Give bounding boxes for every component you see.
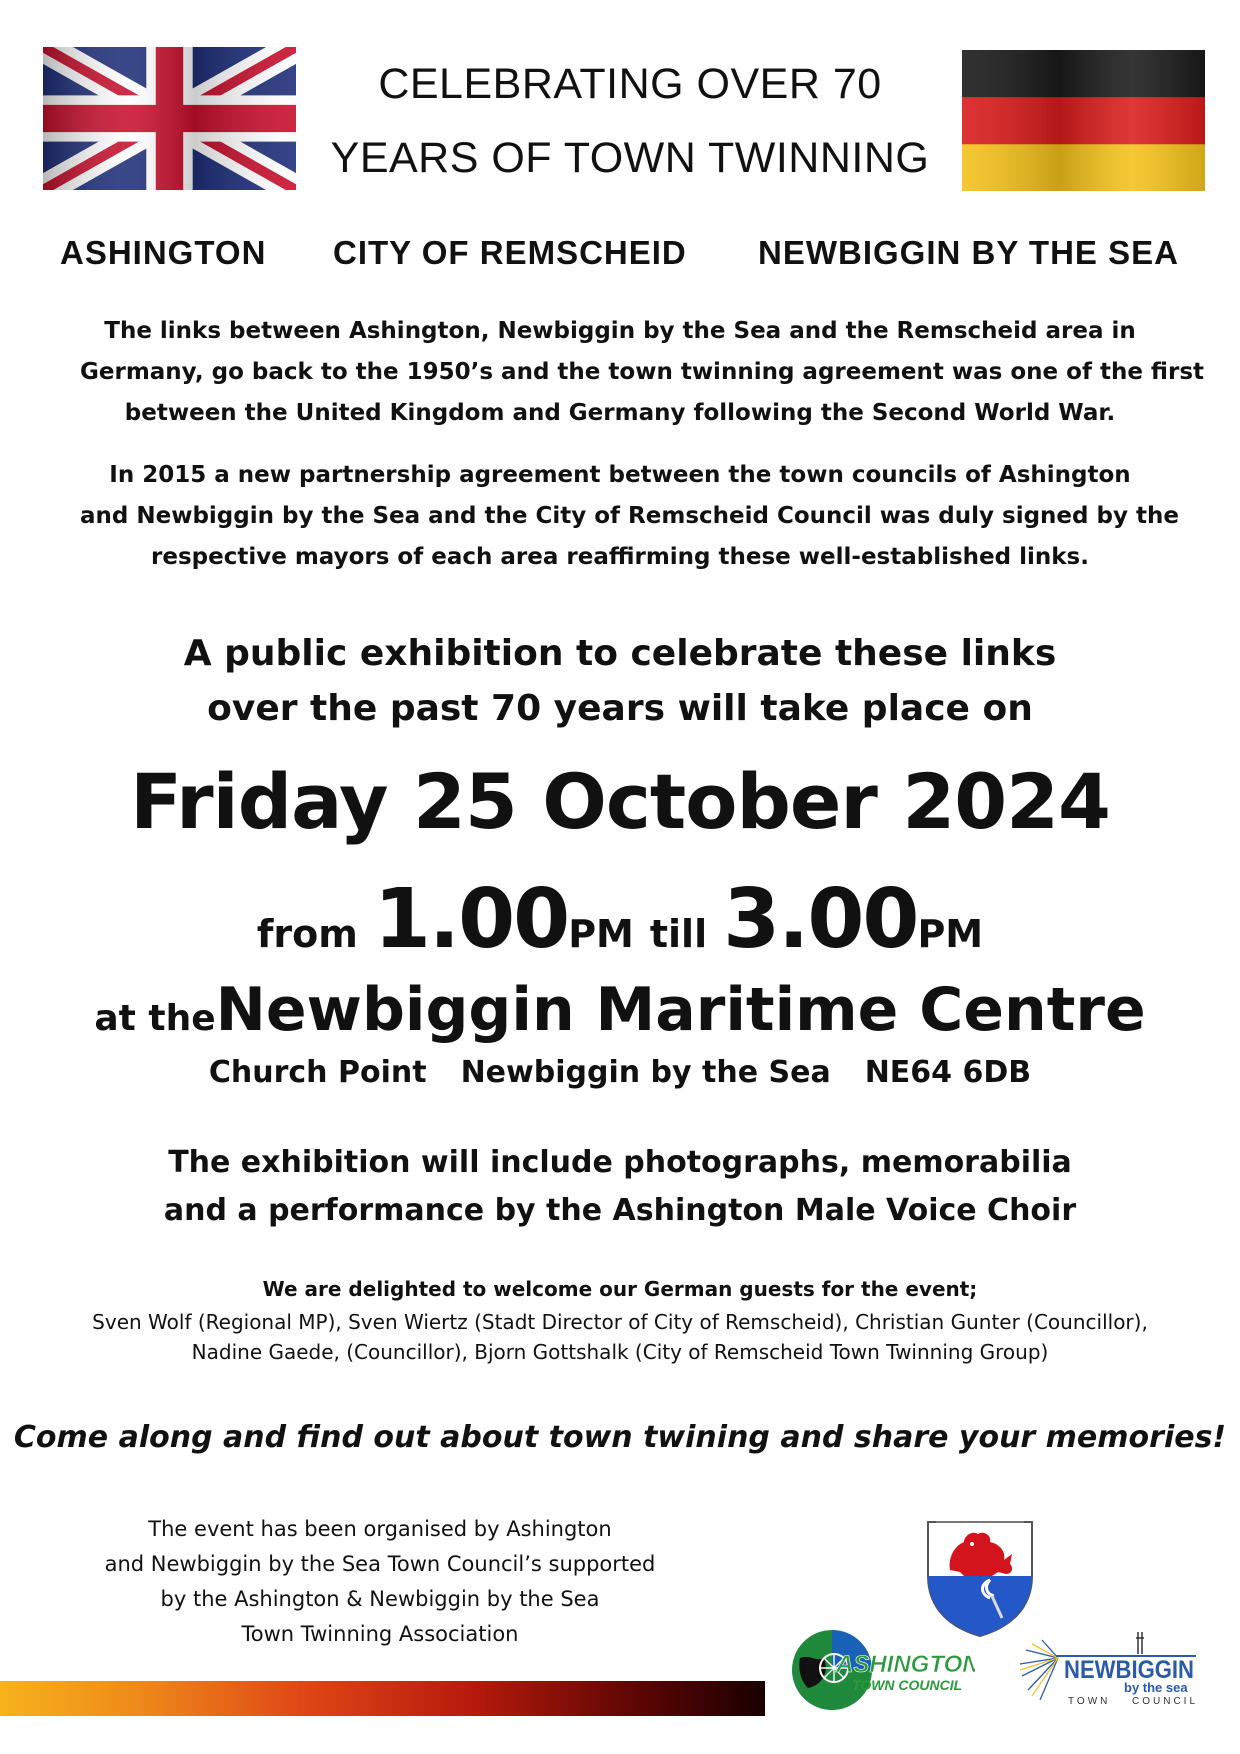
paragraph-line: Germany, go back to the 1950’s and the town twinning agreement was one of the first [80, 359, 1205, 385]
ashington-logo-name: ASHINGTON [836, 1651, 975, 1678]
venue-address [0, 1055, 1240, 1090]
newbiggin-logo-council: COUNCIL [1132, 1696, 1199, 1706]
from-word: from [256, 912, 358, 956]
newbiggin-logo-town: TOWN [1068, 1696, 1111, 1706]
venue-name: Newbiggin Maritime Centre [215, 975, 1146, 1045]
town-remscheid: CITY OF REMSCHEID [333, 234, 687, 271]
town-names [0, 234, 1240, 278]
guests-list-line-1: Sven Wolf (Regional MP), Sven Wiertz (Stadt Director of City of Remscheid), Christian Gunter (Councillor), [92, 1310, 1148, 1334]
exhibition-line-2: and a performance by the Ashington Male Voice Choir [163, 1193, 1077, 1228]
newbiggin-logo-name: NEWBIGGIN [1064, 1656, 1194, 1684]
organiser-line: and Newbiggin by the Sea Town Council’s supported [104, 1552, 656, 1576]
event-date: Friday 25 October 2024 [130, 757, 1110, 846]
event-intro-line-2: over the past 70 years will take place on [207, 688, 1033, 729]
event-intro-line-1: A public exhibition to celebrate these links [183, 633, 1057, 674]
newbiggin-logo-sub: by the sea [1124, 1680, 1188, 1695]
remscheid-crest-icon [920, 1514, 1040, 1638]
start-time: 1.00 [373, 872, 569, 967]
exhibition-line-1: The exhibition will include photographs, memorabilia [168, 1145, 1072, 1180]
paragraph-line: In 2015 a new partnership agreement between the town councils of Ashington [109, 462, 1131, 488]
at-the-label: at the [94, 998, 216, 1039]
agreement-paragraph [80, 455, 1179, 578]
organiser-line: The event has been organised by Ashington [148, 1517, 612, 1541]
uk-flag-graphic [43, 47, 296, 190]
town-ashington: ASHINGTON [60, 234, 267, 271]
newbiggin-town-council-logo [1018, 1628, 1203, 1706]
event-venue [0, 975, 1240, 1045]
paragraph-line: between the United Kingdom and Germany following the Second World War. [124, 400, 1116, 426]
history-paragraph [80, 311, 1205, 434]
till-word: till [649, 912, 708, 956]
decorative-gradient-bar [0, 1681, 765, 1716]
title-line-1: CELEBRATING OVER 70 [378, 60, 882, 108]
germany-flag [962, 50, 1205, 191]
organiser-note [95, 1512, 665, 1652]
end-time: 3.00 [723, 872, 918, 967]
paragraph-line: and Newbiggin by the Sea and the City of Remscheid Council was duly signed by the [80, 503, 1179, 529]
ashington-logo-sub: TOWN COUNCIL [852, 1677, 963, 1693]
title-line-2: YEARS OF TOWN TWINNING [330, 134, 930, 182]
guests-list-line-2: Nadine Gaede, (Councillor), Bjorn Gottshalk (City of Remscheid Town Twinning Group) [191, 1340, 1049, 1364]
event-time [0, 872, 1240, 967]
tagline: Come along and find out about town twining and share your memories! [13, 1420, 1227, 1455]
address-street: Church Point [208, 1055, 427, 1090]
uk-flag [43, 47, 296, 190]
address-town: Newbiggin by the Sea [460, 1055, 831, 1090]
town-newbiggin: NEWBIGGIN BY THE SEA [758, 234, 1179, 271]
paragraph-line: The links between Ashington, Newbiggin by the Sea and the Remscheid area in [104, 318, 1136, 344]
address-postcode: NE64 6DB [864, 1055, 1032, 1090]
end-suffix: PM [917, 912, 984, 956]
germany-flag-graphic [962, 50, 1205, 191]
guests-heading: We are delighted to welcome our German guests for the event; [262, 1277, 978, 1301]
start-suffix: PM [568, 912, 634, 956]
paragraph-line: respective mayors of each area reaffirming these well-established links. [151, 544, 1089, 570]
organiser-line: Town Twinning Association [241, 1622, 519, 1646]
organiser-line: by the Ashington & Newbiggin by the Sea [160, 1587, 600, 1611]
ashington-town-council-logo [790, 1628, 975, 1712]
